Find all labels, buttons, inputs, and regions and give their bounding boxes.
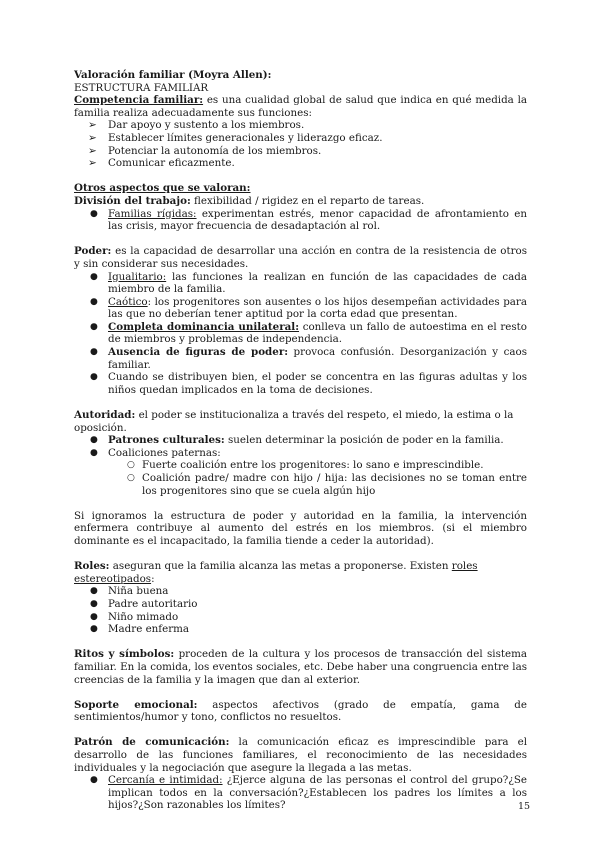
dot-bullet-icon: ● bbox=[90, 296, 98, 307]
poder-list bbox=[74, 271, 527, 397]
list-item: ➢ Dar apoyo y sustento a los miembros. bbox=[88, 119, 305, 132]
document-title: Valoración familiar (Moyra Allen): bbox=[74, 69, 272, 81]
dot-bullet-icon: ● bbox=[90, 586, 98, 597]
list-item: ● Niño mimado bbox=[90, 610, 179, 623]
arrow-bullet-icon: ➢ bbox=[88, 131, 97, 144]
list-item: ● Madre enferma bbox=[90, 623, 190, 636]
arrow-bullet-icon: ➢ bbox=[88, 119, 97, 132]
document-page bbox=[74, 69, 527, 812]
list-item: ➢ Establecer límites generacionales y liderazgo eficaz. bbox=[88, 131, 383, 144]
competencia-paragraph: Competencia familiar: es una cualidad global de salud que indica en qué medida la familia realiza adecuadamente sus funciones: bbox=[74, 94, 528, 119]
list-item: ● Ausencia de figuras de poder: provoca confusión. Desorganización y caos familiar. bbox=[90, 346, 527, 371]
dot-bullet-icon: ● bbox=[90, 321, 98, 332]
dot-bullet-icon: ● bbox=[90, 611, 98, 622]
coaliciones-list bbox=[74, 459, 527, 497]
arrow-bullet-icon: ➢ bbox=[88, 144, 97, 157]
dot-bullet-icon: ● bbox=[90, 347, 98, 358]
list-item: ● Familias rígidas: experimentan estrés, menor capacidad de afrontamiento en las crisis, mayor frecuencia de desadaptación al rol. bbox=[90, 207, 527, 233]
dot-bullet-icon: ● bbox=[90, 271, 98, 282]
autoridad-list bbox=[74, 434, 527, 459]
section-subtitle: ESTRUCTURA FAMILIAR bbox=[74, 81, 209, 94]
circle-bullet-icon: ○ bbox=[127, 473, 135, 483]
list-item: ● Patrones culturales: suelen determinar la posición de poder en la familia. bbox=[90, 434, 504, 447]
list-item: ● Completa dominancia unilateral: conlleva un fallo de autoestima en el resto de miembros y problemas de independencia. bbox=[90, 320, 527, 346]
soporte-paragraph: Soporte emocional: aspectos afectivos (grado de empatía, gama de sentimientos/humor y tono, conflictos no resueltos. bbox=[74, 698, 527, 724]
list-item: ➢ Potenciar la autonomía de los miembros. bbox=[88, 144, 322, 157]
list-item: ● Igualitario: las funciones la realizan en función de las capacidades de cada miembro de la familia. bbox=[90, 270, 527, 296]
list-item: ● Coaliciones paternas: bbox=[90, 446, 221, 459]
list-item: ● Niña buena bbox=[90, 585, 169, 598]
dot-bullet-icon: ● bbox=[90, 624, 98, 635]
competencia-list bbox=[74, 119, 527, 169]
list-item: ○ Fuerte coalición entre los progenitores: lo sano e imprescindible. bbox=[127, 459, 484, 472]
list-item: ● Caótico: los progenitores son ausentes o los hijos desempeñan actividades para las que no deberían tener aptitud por la corta edad que presentan. bbox=[90, 295, 527, 321]
dot-bullet-icon: ● bbox=[90, 372, 98, 383]
autoridad-paragraph: Autoridad: el poder se institucionaliza a través del respeto, el miedo, la estima o la oposición. bbox=[74, 409, 514, 434]
page-number: 15 bbox=[518, 801, 531, 812]
dot-bullet-icon: ● bbox=[90, 435, 98, 446]
list-item: ○ Coalición padre/ madre con hijo / hija: las decisiones no se toman entre los progenitores sino que se cuela algún hijo bbox=[127, 472, 527, 497]
dot-bullet-icon: ● bbox=[90, 447, 98, 458]
division-list bbox=[74, 208, 527, 233]
patron-paragraph: Patrón de comunicación: la comunicación eficaz es imprescindible para el desarrollo de las funciones familiares, el reconocimiento de las necesidades individuales y la negociación que asegure la llegada a las metas. bbox=[74, 736, 528, 774]
list-item: ➢ Comunicar eficazmente. bbox=[88, 157, 235, 170]
roles-list bbox=[74, 585, 527, 635]
dot-bullet-icon: ● bbox=[90, 208, 98, 219]
dot-bullet-icon: ● bbox=[90, 775, 98, 786]
list-item: ● Cercanía e intimidad: ¿Ejerce alguna de las personas el control del grupo?¿Se implican todos en la conversación?¿Establecen los padres los límites a los hijos?¿Son razonables los límites? bbox=[90, 774, 527, 812]
roles-paragraph: Roles: aseguran que la familia alcanza las metas a proponerse. Existen roles estereotipados: bbox=[74, 560, 478, 585]
circle-bullet-icon: ○ bbox=[127, 460, 135, 471]
poder-paragraph: Poder: es la capacidad de desarrollar una acción en contra de la resistencia de otros y sin considerar sus necesidades. bbox=[74, 245, 527, 270]
patron-list bbox=[74, 774, 527, 812]
otros-heading: Otros aspectos que se valoran: bbox=[74, 182, 251, 195]
dot-bullet-icon: ● bbox=[90, 598, 98, 609]
nota-paragraph: Si ignoramos la estructura de poder y autoridad en la familia, la intervención enfermera contribuye al aumento del estrés en los miembros. (si el miembro dominante es el incapacitado, la familia tiende a ceder la autoridad). bbox=[74, 509, 527, 547]
list-item: ● Cuando se distribuyen bien, el poder se concentra en las figuras adultas y los niños quedan implicados en la toma de decisiones. bbox=[90, 371, 527, 396]
list-item: ● Padre autoritario bbox=[90, 597, 198, 610]
arrow-bullet-icon: ➢ bbox=[88, 157, 97, 170]
division-paragraph: División del trabajo: flexibilidad / rigidez en el reparto de tareas. bbox=[74, 194, 425, 207]
ritos-paragraph: Ritos y símbolos: proceden de la cultura y los procesos de transacción del sistema familiar. En la comida, los eventos sociales, etc. Debe haber una congruencia entre las creencias de la familia y la imagen que dan al exterior. bbox=[74, 648, 528, 686]
